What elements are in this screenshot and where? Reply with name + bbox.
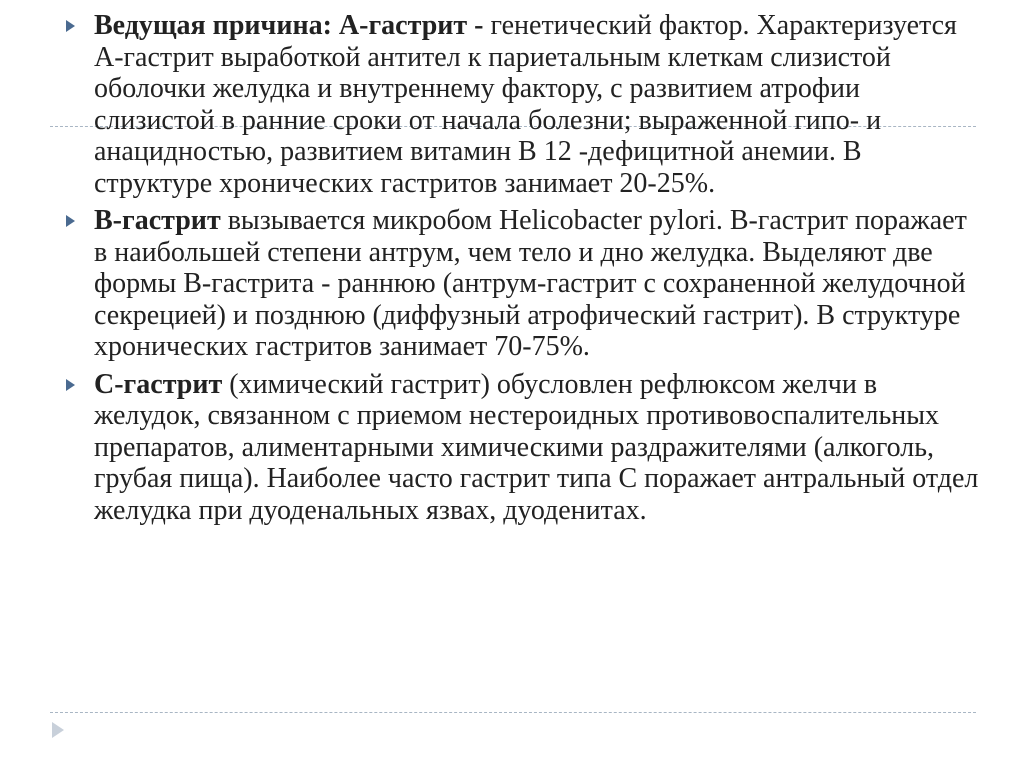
bottom-divider	[50, 712, 976, 713]
bullet-arrow-icon	[66, 215, 75, 227]
item-text: (химический гастрит) обусловлен рефлюксом желчи в желудок, связанном с приемом нестероидных противовоспалительных препаратов, алиментарными химическими раздражителями (алкоголь, грубая пища). Наиболее часто гастрит типа С поражает антральный отдел желудка при дуоденальных язвах, дуоденитах.	[94, 368, 979, 526]
item-lead: Ведущая причина: А-гастрит -	[94, 10, 484, 41]
bullet-arrow-icon	[66, 379, 75, 391]
list-item	[60, 205, 980, 363]
list-item	[60, 369, 980, 527]
item-lead: С-гастрит	[94, 368, 223, 400]
list-item	[60, 10, 980, 199]
slide-content	[60, 10, 980, 532]
triangle-arrow-icon	[52, 722, 64, 738]
item-text: вызывается микробом Helicobacter pylori. В-гастрит поражает в наибольшей степени антрум, чем тело и дно желудка. Выделяют две формы В-гастрита - раннюю (антрум-гастрит с сохраненной желудочной секрецией) и позднюю (диффузный атрофический гастрит). В структуре хронических гастритов занимает 70-75%.	[94, 205, 967, 362]
item-text: генетический фактор. Характеризуется А-гастрит выработкой антител к париетальным клеткам слизистой оболочки желудка и внутреннему фактору, с развитием атрофии слизистой в ранние сроки от начала болезни; выраженной гипо- и анацидностью, развитием витамин В 12 -дефицитной анемии. В структуре хронических гастритов занимает 20-25%.	[94, 10, 957, 199]
bullet-arrow-icon	[66, 20, 75, 32]
item-lead: В-гастрит	[94, 205, 221, 236]
